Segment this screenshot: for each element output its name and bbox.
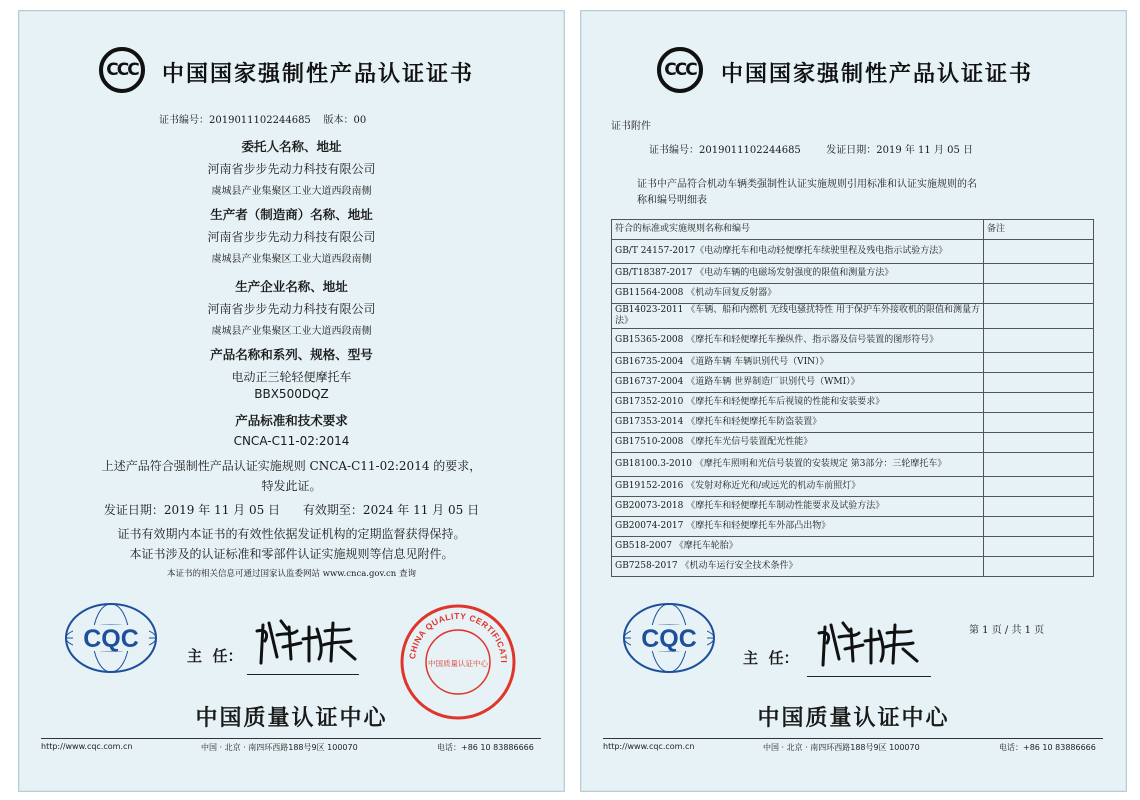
standard-cell: GB20074-2017 《摩托车和轻便摩托车外部凸出物》 bbox=[612, 517, 984, 537]
issuing-organization: 中国质量认证中心 bbox=[195, 706, 388, 731]
director-signature bbox=[251, 611, 361, 671]
ccc-logo: CCC bbox=[657, 47, 703, 93]
remark-cell bbox=[984, 264, 1094, 284]
client-header: 委托人名称、地址 bbox=[241, 139, 342, 154]
validity-note: 证书有效期内本证书的有效性依据发证机构的定期监督获得保持。 bbox=[117, 527, 466, 541]
footer-divider bbox=[603, 738, 1103, 739]
attachment-cert-line: 证书编号：2019011102244685 发证日期：2019 年 11 月 05 日 bbox=[649, 145, 974, 156]
remark-cell bbox=[984, 453, 1094, 477]
table-header-row bbox=[612, 220, 1094, 240]
standard-header: 产品标准和技术要求 bbox=[235, 413, 348, 428]
table-row bbox=[612, 453, 1094, 477]
producer-name: 河南省步步先动力科技有限公司 bbox=[207, 230, 376, 244]
remark-cell bbox=[984, 517, 1094, 537]
remark-cell bbox=[984, 329, 1094, 353]
footer-divider bbox=[41, 738, 541, 739]
table-row bbox=[612, 413, 1094, 433]
standard-cell: GB/T18387-2017 《电动车辆的电磁场发射强度的限值和测量方法》 bbox=[612, 264, 984, 284]
standard-cell: GB7258-2017 《机动车运行安全技术条件》 bbox=[612, 557, 984, 577]
table-row bbox=[612, 304, 1094, 329]
table-row bbox=[612, 240, 1094, 264]
certificate-title: 中国国家强制性产品认证证书 bbox=[162, 62, 475, 87]
table-row bbox=[612, 284, 1094, 304]
certificate-title: 中国国家强制性产品认证证书 bbox=[721, 62, 1034, 87]
table-row bbox=[612, 557, 1094, 577]
standard-cell: GB16735-2004 《道路车辆 车辆识别代号（VIN）》 bbox=[612, 353, 984, 373]
standard-cell: GB14023-2011 《车辆、船和内燃机 无线电骚扰特性 用于保护车外接收机的限值和测量方法》 bbox=[612, 304, 984, 329]
footer-phone: 电话：+86 10 83886666 bbox=[999, 743, 1096, 752]
standards-column-header: 符合的标准或实施规则名称和编号 bbox=[612, 220, 984, 240]
attachment-intro-cont: 称和编号明细表 bbox=[637, 195, 707, 206]
remark-cell bbox=[984, 284, 1094, 304]
standard-cell: GB16737-2004 《道路车辆 世界制造厂识别代号（WMI）》 bbox=[612, 373, 984, 393]
factory-header: 生产企业名称、地址 bbox=[235, 279, 348, 294]
attachment-note: 本证书涉及的认证标准和零部件认证实施规则等信息见附件。 bbox=[129, 547, 454, 561]
standard-cell: GB17510-2008 《摩托车光信号装置配光性能》 bbox=[612, 433, 984, 453]
signature-line bbox=[247, 673, 359, 675]
standard-code: CNCA-C11-02:2014 bbox=[233, 434, 350, 448]
standards-table-wrap bbox=[611, 219, 1094, 577]
product-header: 产品名称和系列、规格、型号 bbox=[210, 347, 373, 362]
table-row bbox=[612, 393, 1094, 413]
remark-cell bbox=[984, 537, 1094, 557]
director-label: 主 任： bbox=[743, 649, 799, 667]
remark-cell bbox=[984, 557, 1094, 577]
product-name: 电动正三轮轻便摩托车 bbox=[231, 370, 352, 384]
director-label: 主 任： bbox=[187, 647, 243, 665]
remark-cell bbox=[984, 477, 1094, 497]
table-row bbox=[612, 477, 1094, 497]
factory-name: 河南省步步先动力科技有限公司 bbox=[207, 302, 376, 316]
standard-cell: GB518-2007 《摩托车轮胎》 bbox=[612, 537, 984, 557]
footer-address: 中国 · 北京 · 南四环西路188号9区 100070 bbox=[763, 743, 920, 752]
remark-column-header: 备注 bbox=[984, 220, 1094, 240]
footer-phone: 电话：+86 10 83886666 bbox=[437, 743, 534, 752]
standard-cell: GB19152-2016 《发射对称近光和/或远光的机动车前照灯》 bbox=[612, 477, 984, 497]
table-row bbox=[612, 264, 1094, 284]
table-row bbox=[612, 537, 1094, 557]
table-row bbox=[612, 497, 1094, 517]
attachment-intro: 证书中产品符合机动车辆类强制性认证实施规则引用标准和认证实施规则的名 bbox=[637, 179, 977, 190]
svg-text:CQC: CQC bbox=[83, 625, 139, 653]
certificate-attachment-page bbox=[580, 10, 1127, 792]
ccc-logo: CCC bbox=[99, 47, 145, 93]
footer-url: http://www.cqc.com.cn bbox=[41, 742, 133, 751]
certificate-page bbox=[18, 10, 565, 792]
product-model: BBX500DQZ bbox=[254, 387, 329, 401]
standard-cell: GB15365-2008 《摩托车和轻便摩托车操纵件、指示器及信号装置的图形符号》 bbox=[612, 329, 984, 353]
table-row bbox=[612, 517, 1094, 537]
footer-address: 中国 · 北京 · 南四环西路188号9区 100070 bbox=[201, 743, 358, 752]
standard-cell: GB17352-2010 《摩托车和轻便摩托车后视镜的性能和安装要求》 bbox=[612, 393, 984, 413]
conformity-statement: 上述产品符合强制性产品认证实施规则 CNCA-C11-02:2014 的要求， bbox=[101, 459, 482, 473]
producer-header: 生产者（制造商）名称、地址 bbox=[210, 207, 373, 222]
page-info: 第 1 页 / 共 1 页 bbox=[969, 625, 1045, 636]
standard-cell: GB18100.3-2010 《摩托车照明和光信号装置的安装规定 第3部分：三轮摩托车》 bbox=[612, 453, 984, 477]
certificate-number: 证书编号：2019011102244685 版本：00 bbox=[159, 115, 367, 126]
svg-text:CHINA QUALITY CERTIFICATION CE: CHINA QUALITY CERTIFICATI bbox=[407, 610, 510, 664]
remark-cell bbox=[984, 373, 1094, 393]
standard-cell: GB20073-2018 《摩托车和轻便摩托车制动性能要求及试验方法》 bbox=[612, 497, 984, 517]
footer-url: http://www.cqc.com.cn bbox=[603, 742, 695, 751]
svg-text:CQC: CQC bbox=[641, 625, 697, 653]
client-address: 虞城县产业集聚区工业大道西段南侧 bbox=[211, 186, 372, 197]
table-row bbox=[612, 353, 1094, 373]
svg-text:中国质量认证中心: 中国质量认证中心 bbox=[428, 659, 488, 668]
table-row bbox=[612, 329, 1094, 353]
remark-cell bbox=[984, 433, 1094, 453]
remark-cell bbox=[984, 393, 1094, 413]
factory-address: 虞城县产业集聚区工业大道西段南侧 bbox=[211, 326, 372, 337]
director-signature bbox=[813, 613, 923, 673]
conformity-statement-end: 特发此证。 bbox=[261, 479, 322, 493]
remark-cell bbox=[984, 413, 1094, 433]
attachment-label: 证书附件 bbox=[611, 121, 651, 132]
producer-address: 虞城县产业集聚区工业大道西段南侧 bbox=[211, 254, 372, 265]
standard-cell: GB17353-2014 《摩托车和轻便摩托车防盗装置》 bbox=[612, 413, 984, 433]
client-name: 河南省步步先动力科技有限公司 bbox=[207, 162, 376, 176]
standard-cell: GB11564-2008 《机动车回复反射器》 bbox=[612, 284, 984, 304]
table-row bbox=[612, 373, 1094, 393]
issuing-organization: 中国质量认证中心 bbox=[757, 706, 950, 731]
query-note: 本证书的相关信息可通过国家认监委网站 www.cnca.gov.cn 查询 bbox=[167, 569, 416, 579]
remark-cell bbox=[984, 353, 1094, 373]
remark-cell bbox=[984, 240, 1094, 264]
table-row bbox=[612, 433, 1094, 453]
standards-table bbox=[611, 219, 1094, 577]
cqc-logo bbox=[621, 601, 717, 675]
remark-cell bbox=[984, 304, 1094, 329]
remark-cell bbox=[984, 497, 1094, 517]
standard-cell: GB/T 24157-2017《电动摩托车和电动轻便摩托车续驶里程及残电指示试验方法》 bbox=[612, 240, 984, 264]
cqc-logo bbox=[63, 601, 159, 675]
signature-line bbox=[807, 675, 931, 677]
dates-line: 发证日期：2019 年 11 月 05 日 有效期至：2024 年 11 月 05 日 bbox=[103, 503, 480, 517]
